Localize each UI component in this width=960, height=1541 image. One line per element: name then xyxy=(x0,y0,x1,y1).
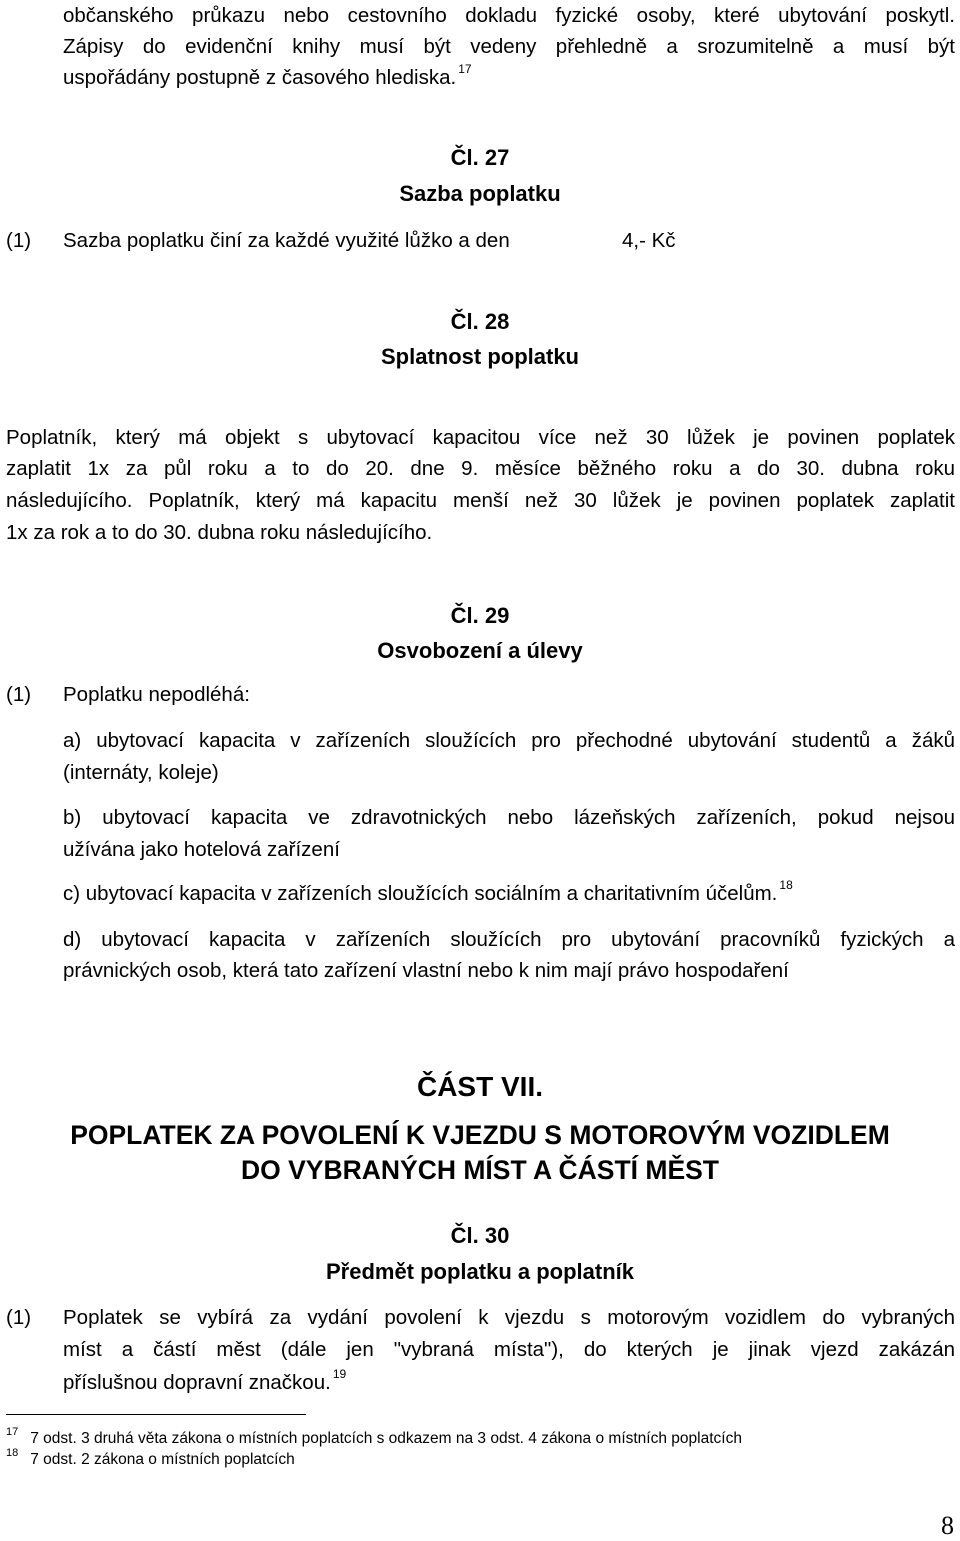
article-30-item-number: (1) xyxy=(6,1306,32,1329)
part-7-title-line-2: DO VYBRANÝCH MÍST A ČÁSTÍ MĚST xyxy=(241,1155,719,1185)
article-28-line-1: Poplatník, který má objekt s ubytovací kapacitou více než 30 lůžek je povinen poplatek xyxy=(6,426,955,449)
footnote-18: $^{18}$ 7 odst. 2 zákona o místních poplatcích xyxy=(6,1447,295,1468)
article-30-number: Čl. 30 xyxy=(450,1223,510,1248)
article-28-title: Splatnost poplatku xyxy=(381,344,579,369)
part-7-title-line-1: POPLATEK ZA POVOLENÍ K VJEZDU S MOTOROVÝM VOZIDLEM xyxy=(70,1120,890,1150)
intro-line-1: občanského průkazu nebo cestovního dokladu fyzické osoby, které ubytování poskytl. xyxy=(63,4,955,27)
exemption-d-line-2: právnických osob, která tato zařízení vlastní nebo k nim mají právo hospodaření xyxy=(63,959,789,982)
footnote-ref-17[interactable]: 17 xyxy=(458,62,472,76)
article-30-title: Předmět poplatku a poplatník xyxy=(325,1259,635,1284)
page-number: 8 xyxy=(941,1511,954,1540)
article-29-number: Čl. 29 xyxy=(450,603,510,628)
article-27-number: Čl. 27 xyxy=(450,145,510,170)
intro-line-3: uspořádány postupně z časového hlediska. $^{17}$ xyxy=(63,62,472,89)
article-27-title: Sazba poplatku xyxy=(399,181,561,206)
footnote-17: $^{17}$ 7 odst. 3 druhá věta zákona o místních poplatcích s odkazem na 3 odst. 4 zákona o místních poplatcích xyxy=(6,1426,742,1447)
article-27-item-number: (1) xyxy=(6,229,32,252)
article-29-item-text: Poplatku nepodléhá: xyxy=(63,683,250,706)
article-30-line-3: příslušnou dopravní značkou. $^{19}$ xyxy=(63,1367,347,1394)
exemption-b-line-2: užívána jako hotelová zařízení xyxy=(63,838,340,861)
footnote-ref-19[interactable]: 19 xyxy=(332,1367,347,1381)
exemption-b-line-1: b) ubytovací kapacita ve zdravotnických nebo lázeňských zařízeních, pokud nejsou xyxy=(63,806,955,829)
part-7-heading: ČÁST VII. xyxy=(416,1071,543,1102)
footnote-mark-18: 18 xyxy=(6,1447,19,1459)
exemption-d-line-1: d) ubytovací kapacita v zařízeních sloužících pro ubytování pracovníků fyzických a xyxy=(63,928,955,951)
exemption-c: c) ubytovací kapacita v zařízeních sloužících sociálním a charitativním účelům. $^{18}$ xyxy=(63,878,793,905)
article-29-item-number: (1) xyxy=(6,683,32,706)
intro-line-2: Zápisy do evidenční knihy musí být vedeny přehledně a srozumitelně a musí být xyxy=(63,35,955,58)
article-30-line-2: míst a částí měst (dále jen "vybraná místa"), do kterých je jinak vjezd zakázán xyxy=(63,1338,955,1361)
footnote-ref-18[interactable]: 18 xyxy=(779,878,793,892)
article-28-number: Čl. 28 xyxy=(450,309,510,334)
article-28-line-4: 1x za rok a to do 30. dubna roku následujícího. xyxy=(6,521,433,544)
article-27-item-text: Sazba poplatku činí za každé využité lůžko a den xyxy=(63,229,510,252)
article-29-title: Osvobození a úlevy xyxy=(377,638,583,663)
exemption-a-line-1: a) ubytovací kapacita v zařízeních sloužících pro přechodné ubytování studentů a žáků xyxy=(63,729,955,752)
exemption-a-line-2: (internáty, koleje) xyxy=(63,761,219,784)
article-30-line-1: Poplatek se vybírá za vydání povolení k vjezdu s motorovým vozidlem do vybraných xyxy=(63,1306,955,1329)
article-27-amount: 4,- Kč xyxy=(622,229,676,252)
footnote-separator xyxy=(6,1414,306,1415)
footnote-mark-17: 17 xyxy=(6,1426,19,1438)
article-28-line-2: zaplatit 1x za půl roku a to do 20. dne 9. měsíce běžného roku a do 30. dubna roku xyxy=(6,457,955,480)
article-28-line-3: následujícího. Poplatník, který má kapacitu menší než 30 lůžek je povinen poplatek zaplatit xyxy=(6,489,955,512)
